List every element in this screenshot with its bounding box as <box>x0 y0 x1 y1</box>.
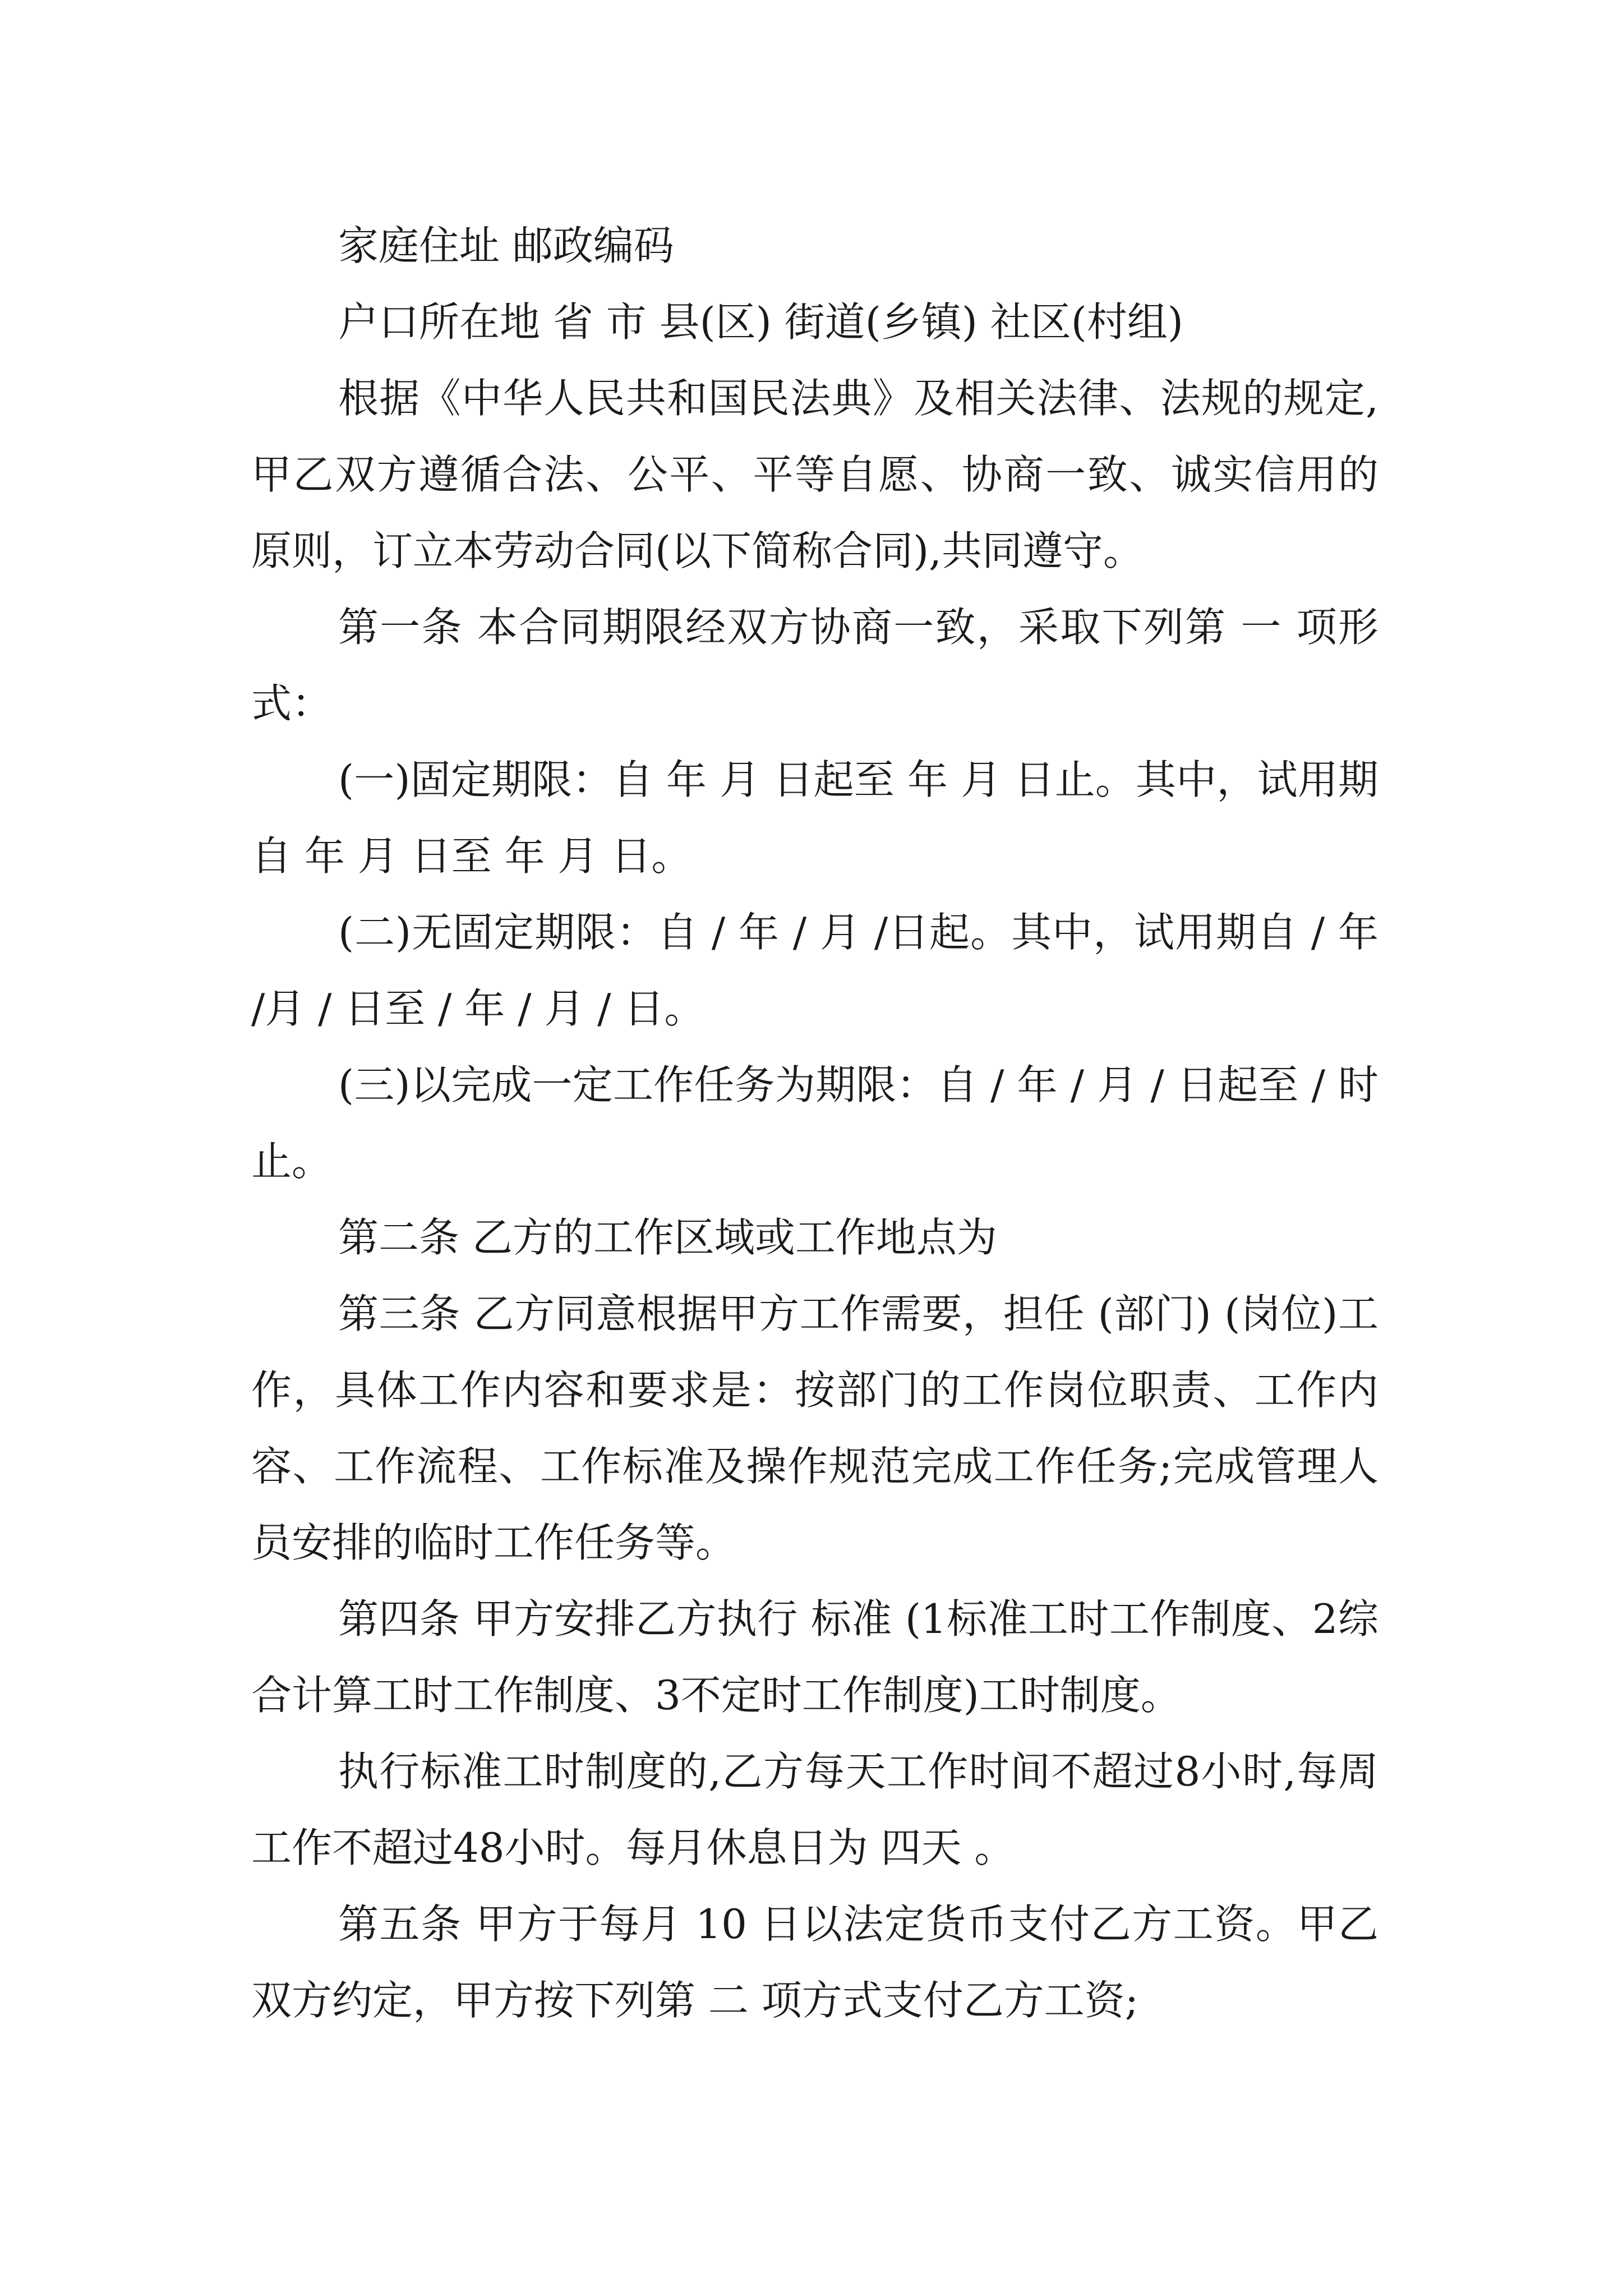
preamble-paragraph: 根据《中华人民共和国民法典》及相关法律、法规的规定,甲乙双方遵循合法、公平、平等自愿、协商一致、诚实信用的原则，订立本劳动合同(以下简称合同),共同遵守。 <box>251 375 1378 574</box>
article-2-work-location: 第二条 乙方的工作区域或工作地点为 <box>338 1214 997 1261</box>
article-5-wages: 第五条 甲方于每月 10 日以法定货币支付乙方工资。甲乙双方约定，甲方按下列第 二 项方式支付乙方工资; <box>251 1901 1378 2024</box>
fixed-term-clause: (一)固定期限：自 年 月 日起至 年 月 日止。其中，试用期自 年 月 日至 年 月 日。 <box>251 756 1378 880</box>
contract-body <box>251 208 1391 2039</box>
task-term-clause: (三)以完成一定工作任务为期限：自 / 年 / 月 / 日起至 / 时止。 <box>251 1061 1378 1185</box>
open-term-clause: (二)无固定期限：自 / 年 / 月 /日起。其中，试用期自 / 年 /月 / 日至 / 年 / 月 / 日。 <box>251 909 1391 1032</box>
household-registration-line: 户口所在地 省 市 县(区) 街道(乡镇) 社区(村组) <box>338 298 1183 346</box>
standard-hours-clause: 执行标准工时制度的,乙方每天工作时间不超过8小时,每周工作不超过48小时。每月休息日为 四天 。 <box>251 1748 1378 1871</box>
home-address-line: 家庭住址 邮政编码 <box>338 222 674 269</box>
article-4-working-hours: 第四条 甲方安排乙方执行 标准 (1标准工时工作制度、2综合计算工时工作制度、3不定时工作制度)工时制度。 <box>251 1595 1378 1719</box>
article-1-term: 第一条 本合同期限经双方协商一致，采取下列第 一 项形式： <box>251 604 1378 727</box>
article-3-job-content: 第三条 乙方同意根据甲方工作需要，担任 (部门) (岗位)工作，具体工作内容和要求是：按部门的工作岗位职责、工作内容、工作流程、工作标准及操作规范完成工作任务;完成管理人员安排的临时工作任务等。 <box>251 1290 1378 1566</box>
